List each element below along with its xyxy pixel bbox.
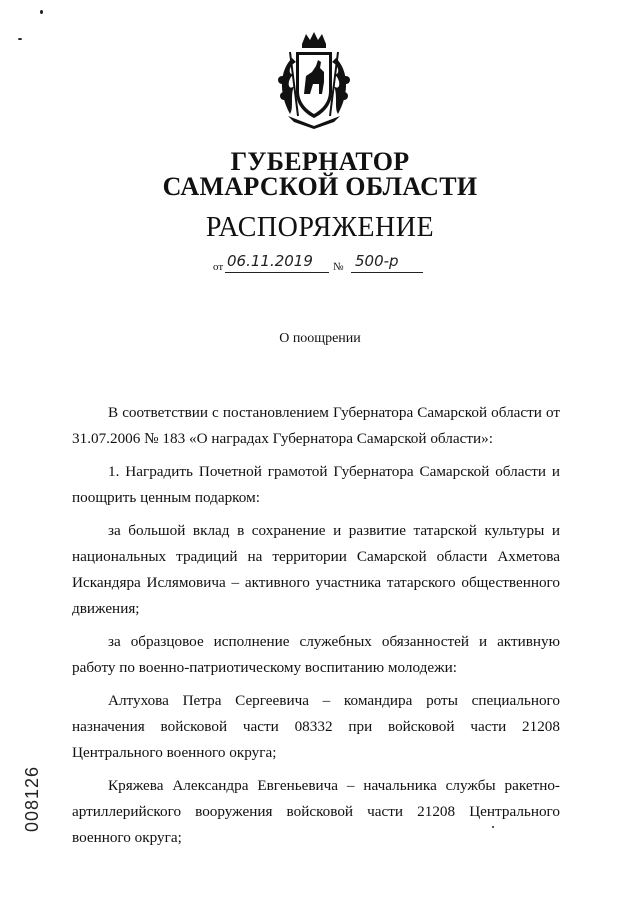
body-paragraph: Алтухова Петра Сергеевича – командира роты специального назначения войсковой части 08332 при войсковой части 21208 Центрального военного округа; bbox=[72, 692, 560, 761]
header-title-line1: ГУБЕРНАТОР bbox=[230, 147, 410, 176]
body-paragraph: за образцовое исполнение служебных обязанностей и активную работу по военно-патриотическому воспитанию молодежи: bbox=[72, 633, 560, 676]
body-paragraph: за большой вклад в сохранение и развитие татарской культуры и национальных традиций на территории Самарской области Ахметова Искандяра Ислямовича – активного участника татарского общественного движения; bbox=[72, 522, 560, 617]
scan-speck bbox=[18, 38, 22, 40]
body-paragraph: 1. Наградить Почетной грамотой Губернатора Самарской области и поощрить ценным подарком: bbox=[72, 463, 560, 506]
number-underline bbox=[351, 272, 423, 273]
document-subject: О поощрении bbox=[279, 331, 361, 346]
header-title-line2: САМАРСКОЙ ОБЛАСТИ bbox=[162, 172, 478, 201]
side-registration-code: 008126 bbox=[22, 765, 42, 832]
body-paragraph: В соответствии с постановлением Губернатора Самарской области от 31.07.2006 № 183 «О наградах Губернатора Самарской области»: bbox=[72, 404, 560, 447]
body-paragraph: Кряжева Александра Евгеньевича – начальника службы ракетно-артиллерийского вооружения войсковой части 21208 Центрального военного округа; bbox=[72, 777, 560, 846]
date-number-line bbox=[213, 252, 433, 274]
document-type: РАСПОРЯЖЕНИЕ bbox=[205, 212, 435, 243]
scan-speck bbox=[492, 826, 494, 828]
handwritten-date: 06.11.2019 bbox=[227, 252, 313, 270]
date-underline bbox=[225, 272, 329, 273]
document-body bbox=[72, 400, 560, 858]
coat-of-arms-icon bbox=[268, 30, 360, 130]
scan-speck bbox=[40, 10, 43, 14]
date-prefix: от bbox=[213, 261, 224, 273]
handwritten-number: 500-р bbox=[355, 252, 399, 270]
number-sign: № bbox=[333, 261, 344, 273]
